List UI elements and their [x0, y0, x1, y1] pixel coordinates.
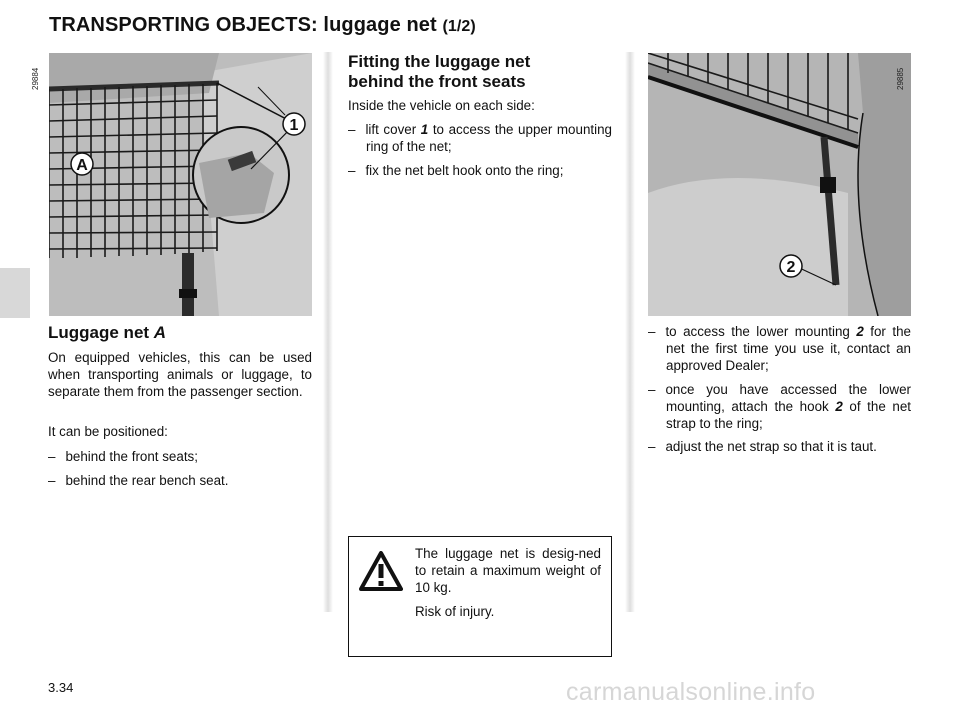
fitting-step-5 — [648, 438, 911, 455]
warning-risk: Risk of injury. — [415, 604, 495, 619]
fitting-step-1-num: 1 — [420, 122, 429, 137]
fitting-step-4-num: 2 — [835, 399, 843, 414]
fitting-step-3-text-b: for the net the first time you use it, contact an approved Dealer; — [666, 324, 911, 373]
fitting-step-3-text-a: to access the lower mounting — [665, 324, 850, 339]
callout-A: A — [76, 157, 88, 174]
warning-triangle-icon — [359, 551, 403, 596]
fitting-step-2-text: fix the net belt hook onto the ring; — [365, 163, 564, 178]
bullet-dash: – — [48, 473, 56, 488]
heading-luggage-net — [48, 323, 166, 343]
heading-fitting-net-line1: Fitting the luggage net — [348, 52, 531, 71]
fitting-step-4 — [648, 381, 911, 432]
fitting-step-1 — [348, 121, 612, 155]
warning-text-main: The luggage net is desig-ned to retain a maximum weight of 10 kg. — [415, 546, 601, 595]
fitting-step-4-text-b: of the net strap to the ring; — [666, 399, 911, 431]
figure-luggage-net-lower-mount — [648, 53, 911, 316]
fitting-step-2 — [348, 162, 612, 179]
fitting-step-1-text-b: to access the upper mounting ring of the net; — [366, 122, 612, 154]
fitting-intro: Inside the vehicle on each side: — [348, 98, 535, 113]
bullet-dash: – — [348, 163, 356, 178]
position-item-front-text: behind the front seats; — [65, 449, 198, 464]
column-divider-left — [323, 52, 333, 612]
bullet-dash: – — [648, 439, 656, 454]
position-intro: It can be positioned: — [48, 424, 168, 439]
page-title — [49, 14, 476, 37]
heading-fitting-net-line2: behind the front seats — [348, 72, 526, 91]
fitting-step-1-text-a: lift cover — [365, 122, 417, 137]
heading-fitting-net — [348, 52, 530, 92]
fitting-step-5-text: adjust the net strap so that it is taut. — [665, 439, 877, 454]
heading-luggage-net-text: Luggage net — [48, 323, 150, 342]
heading-luggage-net-letter: A — [153, 323, 167, 342]
bullet-dash: – — [648, 324, 656, 339]
watermark: carmanualsonline.info — [566, 678, 816, 706]
position-item-front — [48, 448, 312, 465]
fitting-step-3-num: 2 — [856, 324, 864, 339]
bullet-dash: – — [48, 449, 56, 464]
fitting-step-3 — [648, 323, 911, 374]
column-divider-right — [625, 52, 635, 612]
callout-1: 1 — [289, 117, 299, 134]
page-number: 3.34 — [48, 680, 74, 695]
page-title-suffix: (1/2) — [442, 18, 476, 35]
bullet-dash: – — [348, 122, 356, 137]
position-item-rear-text: behind the rear bench seat. — [65, 473, 229, 488]
fitting-step-4-text-a: once you have accessed the lower mounting, attach the hook — [665, 382, 911, 414]
figure-lower-mount-illustration — [648, 53, 911, 316]
position-item-rear — [48, 472, 312, 489]
luggage-net-intro: On equipped vehicles, this can be used when transporting animals or luggage, to separate them from the passenger section. — [48, 350, 312, 399]
callout-2: 2 — [786, 259, 796, 276]
warning-text — [415, 545, 601, 620]
figure-ref-right: 29885 — [896, 67, 905, 90]
section-tab — [0, 268, 30, 318]
warning-box — [348, 536, 612, 657]
figure-ref-left: 29884 — [31, 67, 40, 90]
figure-luggage-net-upper-mount — [49, 53, 312, 316]
bullet-dash: – — [648, 382, 656, 397]
page-title-text: TRANSPORTING OBJECTS: luggage net — [49, 14, 437, 36]
figure-luggage-net-illustration — [49, 53, 312, 316]
